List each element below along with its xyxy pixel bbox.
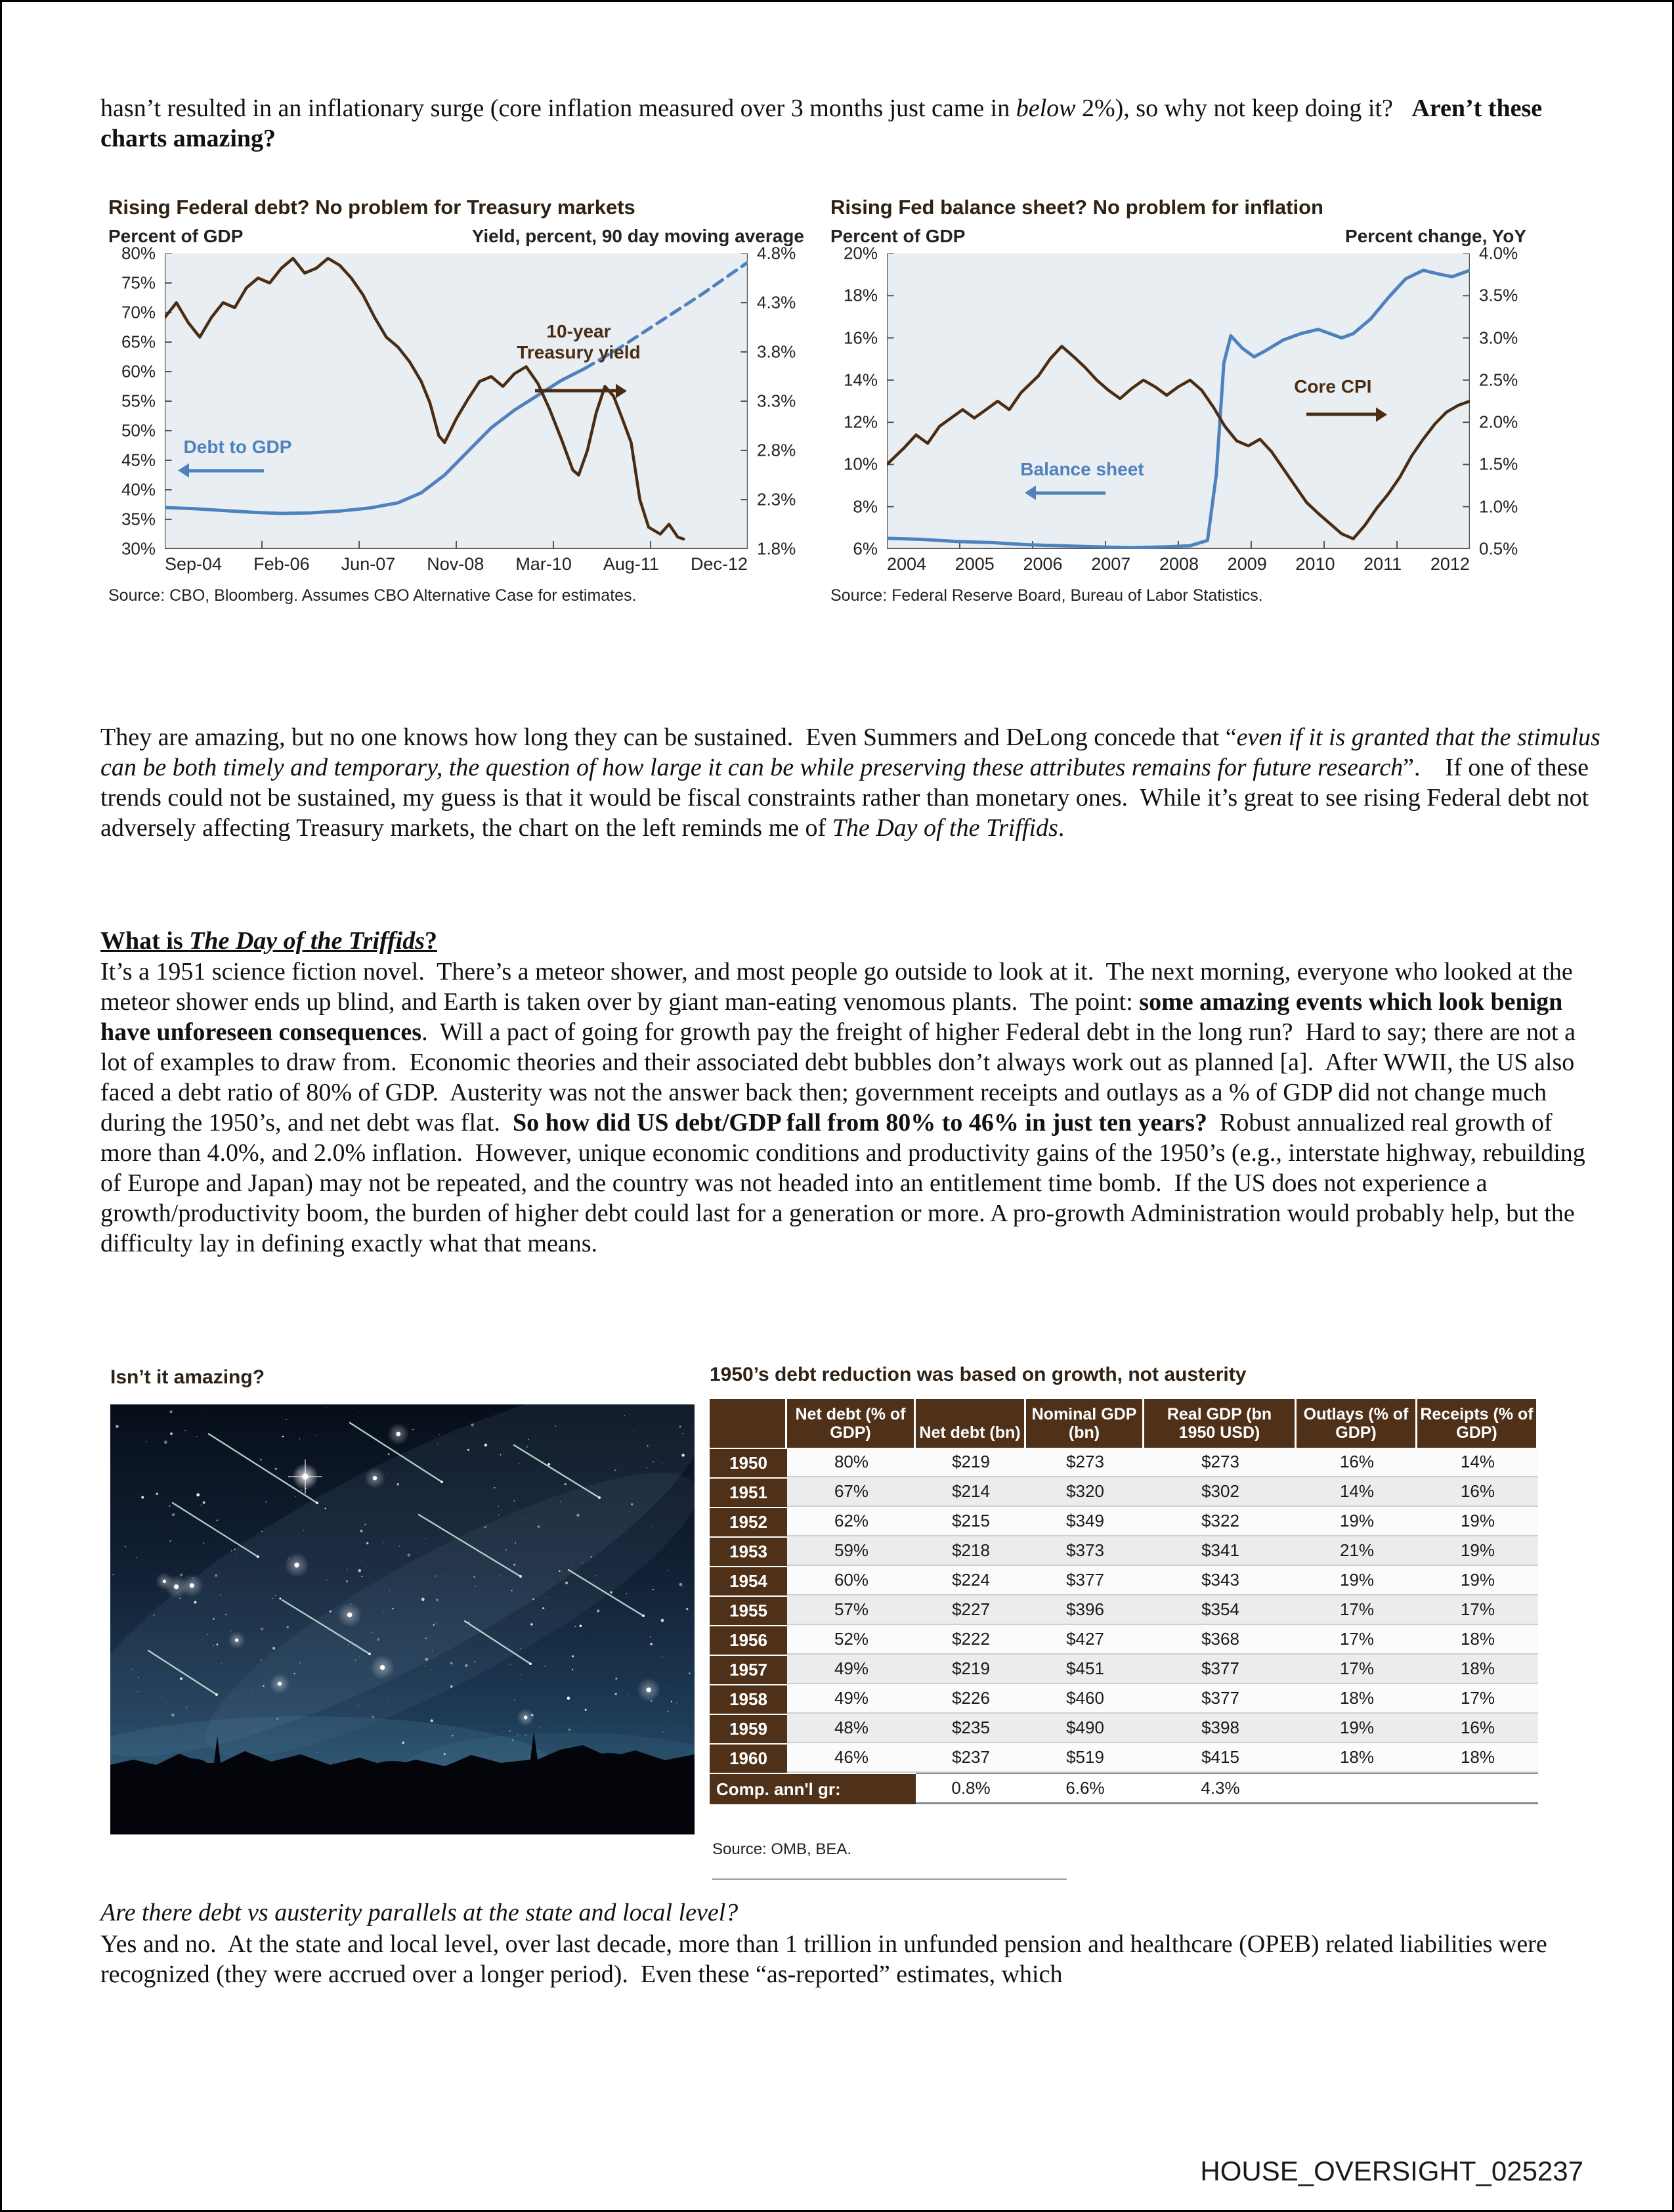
table-source: Source: OMB, BEA. <box>712 1840 852 1858</box>
y-axis-tick-label: 80% <box>121 243 156 263</box>
comp-growth-value: 6.6% <box>1026 1773 1144 1804</box>
table-cell: 67% <box>787 1477 916 1507</box>
table-cell: $219 <box>916 1448 1026 1477</box>
table-cell: 16% <box>1417 1714 1538 1743</box>
table-cell: 14% <box>1297 1477 1417 1507</box>
x-axis <box>887 554 1470 575</box>
x-axis-tick-label: 2009 <box>1227 554 1267 574</box>
table-cell: 19% <box>1417 1566 1538 1595</box>
text-run: even if it is granted that the stimulus can be both timely and temporary, the question of how large it can be while preserving these attributes remains for future research <box>100 724 1607 781</box>
table-cell: $320 <box>1026 1477 1144 1507</box>
text-run: 2%), so why not keep doing it? <box>1075 95 1412 122</box>
y-axis-tick-label: 2.3% <box>757 489 796 510</box>
text-run: ”. If one of these trends could not be sustained, my guess is that it would be fiscal constraints rather than monetary ones. While it’s great to see rising Federal debt not adversely affecting Treasury markets, the chart on the left reminds me of <box>100 753 1595 842</box>
table-cell: 19% <box>1297 1507 1417 1536</box>
table-cell: 18% <box>1417 1655 1538 1684</box>
table-cell: 60% <box>787 1566 916 1595</box>
year-cell: 1956 <box>710 1625 787 1655</box>
table-cell: 16% <box>1417 1477 1538 1507</box>
chart-title: Rising Fed balance sheet? No problem for inflation <box>830 196 1323 219</box>
y-axis-left <box>830 243 887 559</box>
comp-growth-value: 0.8% <box>916 1773 1026 1804</box>
text-run: The Day of the Triffids <box>189 927 425 955</box>
table-cell: 19% <box>1417 1536 1538 1566</box>
table-cell: 14% <box>1417 1448 1538 1477</box>
y-axis-tick-label: 8% <box>853 496 878 517</box>
year-cell: 1955 <box>710 1595 787 1625</box>
table-cell: $377 <box>1144 1684 1297 1714</box>
comp-growth-label: Comp. ann'l gr: <box>710 1773 916 1804</box>
year-cell: 1959 <box>710 1714 787 1743</box>
table-cell: $343 <box>1144 1566 1297 1595</box>
x-axis-tick-label: 2007 <box>1091 554 1131 574</box>
year-cell: 1952 <box>710 1507 787 1536</box>
table-cell: $224 <box>916 1566 1026 1595</box>
section-heading-state-local <box>100 1898 1604 1928</box>
table-cell: 18% <box>1297 1743 1417 1773</box>
table-cell: 18% <box>1417 1625 1538 1655</box>
y-axis-tick-label: 18% <box>843 285 878 305</box>
table-cell: 59% <box>787 1536 916 1566</box>
table-cell: $219 <box>916 1655 1026 1684</box>
table-cell: 19% <box>1417 1507 1538 1536</box>
y-axis-right <box>748 243 804 559</box>
table-cell: 62% <box>787 1507 916 1536</box>
year-cell: 1958 <box>710 1684 787 1714</box>
plot-area <box>165 253 748 549</box>
x-axis-tick-label: Jun-07 <box>341 554 396 574</box>
sustainability-paragraph <box>100 723 1607 844</box>
table-row <box>710 1714 1538 1743</box>
x-axis-tick-label: Dec-12 <box>690 554 748 574</box>
y-axis-tick-label: 35% <box>121 509 156 529</box>
y-axis-tick-label: 3.5% <box>1479 285 1518 305</box>
table-header-cell: Nominal GDP (bn) <box>1026 1399 1144 1448</box>
y-axis-label-right: Percent change, YoY <box>1345 226 1526 246</box>
night-sky-photo <box>110 1404 695 1834</box>
table-cell: 17% <box>1417 1595 1538 1625</box>
y-axis-tick-label: 50% <box>121 420 156 441</box>
compound-growth-row <box>710 1773 1538 1804</box>
table-cell: 16% <box>1297 1448 1417 1477</box>
table-cell: 19% <box>1297 1714 1417 1743</box>
x-axis-tick-label: 2005 <box>955 554 995 574</box>
text-run: It’s a 1951 science fiction novel. There’s a meteor shower, and most people go outside to look at it. The next morning, everyone who looked at the meteor shower ends up blind, and Earth is taken over by giant man-eating venomous plants. The point: <box>100 958 1579 1016</box>
text-run: below <box>1016 95 1076 122</box>
table-cell: 49% <box>787 1684 916 1714</box>
year-cell: 1954 <box>710 1566 787 1595</box>
y-axis-tick-label: 2.5% <box>1479 370 1518 390</box>
plot-area <box>887 253 1470 549</box>
debt-table <box>710 1399 1538 1804</box>
text-run: The Day of the Triffids <box>832 813 1058 842</box>
chart-title: Rising Federal debt? No problem for Treasury markets <box>108 196 635 219</box>
year-cell: 1953 <box>710 1536 787 1566</box>
table-cell: 80% <box>787 1448 916 1477</box>
y-axis-tick-label: 1.5% <box>1479 454 1518 474</box>
y-axis-tick-label: 70% <box>121 302 156 322</box>
table-cell: $398 <box>1144 1714 1297 1743</box>
table-cell: 46% <box>787 1743 916 1773</box>
chart-source: Source: CBO, Bloomberg. Assumes CBO Alternative Case for estimates. <box>108 586 637 605</box>
x-axis-tick-label: Sep-04 <box>165 554 223 574</box>
text-run: ? <box>425 927 437 955</box>
x-axis-tick-label: 2010 <box>1295 554 1335 574</box>
table-row <box>710 1477 1538 1507</box>
y-axis-tick-label: 12% <box>843 412 878 432</box>
year-cell: 1950 <box>710 1448 787 1477</box>
table-cell: $427 <box>1026 1625 1144 1655</box>
table-header-cell: Net debt (% of GDP) <box>787 1399 916 1448</box>
y-axis-tick-label: 75% <box>121 272 156 293</box>
comp-growth-value <box>1297 1773 1417 1804</box>
table-cell: $322 <box>1144 1507 1297 1536</box>
y-axis-label-left: Percent of GDP <box>830 226 966 246</box>
x-axis-tick-label: 2011 <box>1363 554 1402 574</box>
table-cell: 17% <box>1297 1625 1417 1655</box>
y-axis-tick-label: 3.3% <box>757 391 796 411</box>
table-cell: 49% <box>787 1655 916 1684</box>
y-axis-tick-label: 1.0% <box>1479 496 1518 517</box>
table-cell: $302 <box>1144 1477 1297 1507</box>
x-axis-tick-label: Mar-10 <box>515 554 572 574</box>
y-axis-label-right: Yield, percent, 90 day moving average <box>471 226 804 246</box>
table-cell: $373 <box>1026 1536 1144 1566</box>
y-axis-tick-label: 2.0% <box>1479 412 1518 432</box>
year-cell: 1960 <box>710 1743 787 1773</box>
table-header-cell: Outlays (% of GDP) <box>1297 1399 1417 1448</box>
table-row <box>710 1655 1538 1684</box>
table-header-cell: Net debt (bn) <box>916 1399 1026 1448</box>
table-row <box>710 1684 1538 1714</box>
y-axis-tick-label: 3.8% <box>757 341 796 362</box>
image-caption: Isn’t it amazing? <box>110 1366 265 1388</box>
y-axis-tick-label: 40% <box>121 479 156 500</box>
table-cell: 17% <box>1297 1655 1417 1684</box>
table-cell: $273 <box>1026 1448 1144 1477</box>
table-cell: $226 <box>916 1684 1026 1714</box>
table-header-cell: Receipts (% of GDP) <box>1417 1399 1538 1448</box>
table-cell: $368 <box>1144 1625 1297 1655</box>
table-cell: $490 <box>1026 1714 1144 1743</box>
table-row <box>710 1448 1538 1477</box>
table-cell: $237 <box>916 1743 1026 1773</box>
text-run: They are amazing, but no one knows how long they can be sustained. Even Summers and DeLong concede that “ <box>100 724 1237 751</box>
table-cell: $354 <box>1144 1595 1297 1625</box>
table-cell: 17% <box>1417 1684 1538 1714</box>
x-axis-tick-label: Aug-11 <box>603 554 659 574</box>
table-cell: $214 <box>916 1477 1026 1507</box>
y-axis-tick-label: 55% <box>121 391 156 411</box>
text-run: Robust annualized real growth of more than 4.0%, and 2.0% inflation. However, unique economic conditions and productivity gains of the 1950’s (e.g., interstate highway, rebuilding of Europe and Japan) may not be repeated, and the country was not headed into an entitlement time bomb. If the US does not experience a growth/productivity boom, the burden of higher debt could last for a generation or more. A pro-growth Administration would probably help, but the difficulty lay in defining exactly what that means. <box>100 1108 1592 1257</box>
year-cell: 1957 <box>710 1655 787 1684</box>
table-row <box>710 1566 1538 1595</box>
table-cell: $415 <box>1144 1743 1297 1773</box>
x-axis-tick-label: 2004 <box>887 554 927 574</box>
y-axis-tick-label: 10% <box>843 454 878 474</box>
section-heading-triffids <box>100 926 1604 957</box>
comp-growth-value: 4.3% <box>1144 1773 1297 1804</box>
x-axis-tick-label: 2012 <box>1430 554 1470 574</box>
y-axis-right <box>1470 243 1526 559</box>
table-row <box>710 1507 1538 1536</box>
table-cell: 17% <box>1297 1595 1417 1625</box>
text-run: hasn’t resulted in an inflationary surge (core inflation measured over 3 months just came in <box>100 95 1016 122</box>
y-axis-tick-label: 0.5% <box>1479 538 1518 559</box>
y-axis-tick-label: 65% <box>121 332 156 352</box>
table-cell: $377 <box>1144 1655 1297 1684</box>
chart-fed-balance-sheet <box>830 196 1526 605</box>
text-run: some amazing events which look benign have unforeseen consequences <box>100 987 1569 1046</box>
table-cell: $341 <box>1144 1536 1297 1566</box>
y-axis-tick-label: 1.8% <box>757 538 796 559</box>
state-local-paragraph <box>100 1930 1607 1990</box>
table-row <box>710 1625 1538 1655</box>
table-cell: $460 <box>1026 1684 1144 1714</box>
y-axis-tick-label: 4.8% <box>757 243 796 263</box>
table-cell: 57% <box>787 1595 916 1625</box>
chart-federal-debt <box>108 196 804 605</box>
table-cell: $215 <box>916 1507 1026 1536</box>
chart-annotation: 10-year Treasury yield <box>517 320 641 362</box>
table-row <box>710 1743 1538 1773</box>
debt-table-container <box>710 1399 1538 1804</box>
bates-number: HOUSE_OVERSIGHT_025237 <box>1200 2156 1583 2186</box>
table-cell: 18% <box>1297 1684 1417 1714</box>
table-cell: $519 <box>1026 1743 1144 1773</box>
y-axis-label-left: Percent of GDP <box>108 226 244 246</box>
table-cell: $377 <box>1026 1566 1144 1595</box>
text-run: Yes and no. At the state and local level, over last decade, more than 1 trillion in unfunded pension and healthcare (OPEB) related liabilities were recognized (they were accrued over a longer period). Even these “as-reported” estimates, which <box>100 1930 1554 1988</box>
table-cell: $227 <box>916 1595 1026 1625</box>
y-axis-tick-label: 16% <box>843 328 878 348</box>
triffids-paragraph <box>100 957 1607 1259</box>
x-axis <box>165 554 748 575</box>
y-axis-tick-label: 30% <box>121 538 156 559</box>
chart-source: Source: Federal Reserve Board, Bureau of Labor Statistics. <box>830 586 1263 605</box>
table-cell: 18% <box>1417 1743 1538 1773</box>
table-cell: $451 <box>1026 1655 1144 1684</box>
table-cell: $273 <box>1144 1448 1297 1477</box>
table-cell: 19% <box>1297 1566 1417 1595</box>
text-run: Aren’t these charts amazing? <box>100 95 1549 152</box>
intro-paragraph <box>100 94 1600 154</box>
table-row <box>710 1595 1538 1625</box>
chart-annotation: Core CPI <box>1294 376 1372 397</box>
x-axis-tick-label: 2006 <box>1023 554 1063 574</box>
table-row <box>710 1536 1538 1566</box>
text-run: . Will a pact of going for growth pay the freight of higher Federal debt in the long run? Hard to say; there are not a lot of examples to draw from. Economic theories and their associated debt bubbles don’t always work out as planned [a]. After WWII, the US also faced a debt ratio of 80% of GDP. Austerity was not the answer back then; government receipts and outlays as a % of GDP did not change much during the 1950’s, and net debt was flat. <box>100 1018 1582 1137</box>
table-cell: $218 <box>916 1536 1026 1566</box>
y-axis-tick-label: 14% <box>843 370 878 390</box>
comp-growth-value <box>1417 1773 1538 1804</box>
table-caption: 1950’s debt reduction was based on growth, not austerity <box>710 1364 1247 1385</box>
chart-annotation: Debt to GDP <box>183 436 292 457</box>
y-axis-tick-label: 4.0% <box>1479 243 1518 263</box>
y-axis-tick-label: 6% <box>853 538 878 559</box>
text-run: . <box>1058 813 1065 842</box>
table-cell: 21% <box>1297 1536 1417 1566</box>
table-cell: $396 <box>1026 1595 1144 1625</box>
divider-line <box>712 1878 1067 1880</box>
table-corner-cell <box>710 1399 787 1448</box>
y-axis-tick-label: 2.8% <box>757 440 796 460</box>
y-axis-tick-label: 60% <box>121 361 156 381</box>
x-axis-tick-label: Nov-08 <box>427 554 484 574</box>
y-axis-tick-label: 45% <box>121 450 156 470</box>
y-axis-tick-label: 3.0% <box>1479 328 1518 348</box>
table-cell: $235 <box>916 1714 1026 1743</box>
table-header-cell: Real GDP (bn 1950 USD) <box>1144 1399 1297 1448</box>
x-axis-tick-label: 2008 <box>1159 554 1199 574</box>
table-cell: 52% <box>787 1625 916 1655</box>
y-axis-tick-label: 20% <box>843 243 878 263</box>
table-cell: $349 <box>1026 1507 1144 1536</box>
x-axis-tick-label: Feb-06 <box>253 554 310 574</box>
table-cell: 48% <box>787 1714 916 1743</box>
text-run: So how did US debt/GDP fall from 80% to 46% in just ten years? <box>512 1108 1208 1137</box>
chart-annotation: Balance sheet <box>1020 458 1144 479</box>
year-cell: 1951 <box>710 1477 787 1507</box>
table-cell: $222 <box>916 1625 1026 1655</box>
text-run: Are there debt vs austerity parallels at the state and local level? <box>100 1899 739 1926</box>
y-axis-left <box>108 243 165 559</box>
y-axis-tick-label: 4.3% <box>757 292 796 313</box>
text-run: What is <box>100 927 190 955</box>
